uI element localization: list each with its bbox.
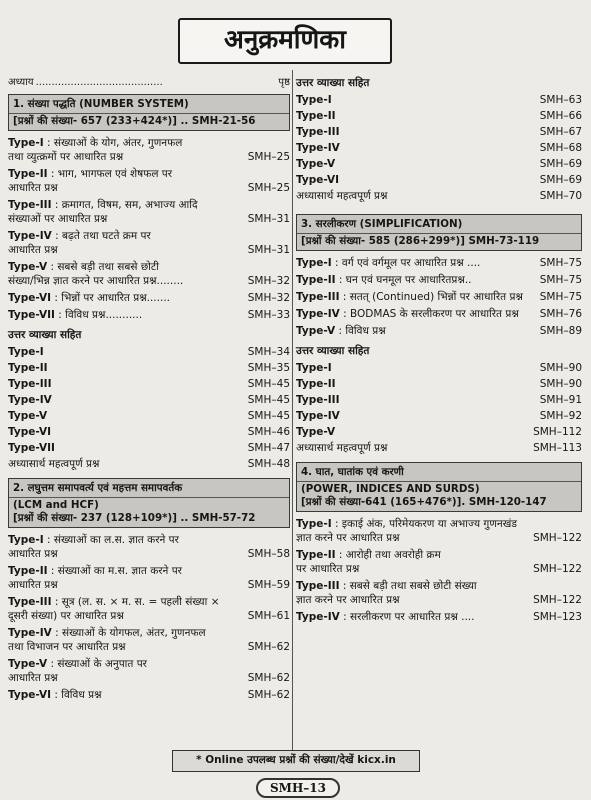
page-ref: SMH–122 <box>533 594 582 606</box>
answer-row <box>296 376 582 392</box>
page-ref: SMH–61 <box>247 610 290 622</box>
important-questions-label: अध्यासार्थ महत्वपूर्ण प्रश्न <box>296 190 388 202</box>
page-title: अनुक्रमणिका <box>178 18 392 64</box>
topic-type: Type-I <box>296 518 332 530</box>
topic-type: Type-I <box>296 257 332 269</box>
topic-line <box>8 308 290 322</box>
topic-type: Type-IV <box>296 308 340 320</box>
topic-line <box>8 595 290 609</box>
topic-text: : घन एवं घनमूल पर आधारितप्रश्न.. <box>335 274 472 286</box>
topic-type: Type-II <box>296 274 336 286</box>
answer-type: Type-II <box>296 110 336 122</box>
topic-item <box>8 688 290 702</box>
topic-line <box>8 640 290 654</box>
answer-row <box>8 408 290 424</box>
topic-line <box>8 626 290 640</box>
answer-type: Type-III <box>296 394 340 406</box>
answer-type: Type-IV <box>296 142 340 154</box>
topic-type: Type-IV <box>8 627 52 639</box>
page-ref: SMH–62 <box>247 689 290 701</box>
page-ref: SMH–25 <box>247 182 290 194</box>
answer-type: Type-VII <box>8 442 55 454</box>
page-ref: SMH–91 <box>539 394 582 406</box>
page-ref: SMH–62 <box>247 641 290 653</box>
topic-text: : विविध प्रश्न <box>335 325 386 337</box>
section-question-count: [प्रश्नों की संख्या- 657 (233+424*)] .. SMH-21-56 <box>13 115 256 127</box>
topic-text: तथा विभाजन पर आधारित प्रश्न <box>8 641 126 653</box>
topic-type: Type-IV <box>8 230 52 242</box>
answer-row <box>296 424 582 440</box>
topic-line <box>8 260 290 274</box>
topic-text: ज्ञात करने पर आधारित प्रश्न <box>296 532 400 544</box>
topic-text: दूसरी संख्या) पर आधारित प्रश्न <box>8 610 124 622</box>
topic-line <box>296 517 582 531</box>
topic-item <box>8 657 290 685</box>
page-ref: SMH–31 <box>247 244 290 256</box>
answer-row <box>296 392 582 408</box>
section-1-topics <box>8 136 290 325</box>
topic-text: : सतत् (Continued) भिन्नों पर आधारित प्रश्न <box>339 291 523 303</box>
answer-row <box>296 92 582 108</box>
topic-line <box>8 291 290 305</box>
topic-line <box>296 610 582 624</box>
topic-type: Type-II <box>296 549 336 561</box>
topic-line <box>8 274 290 288</box>
divider <box>9 113 289 114</box>
topic-text: : सरलीकरण पर आधारित प्रश्न .... <box>339 611 475 623</box>
topic-text: : इकाई अंक, परिमेयकरण या अभाज्य गुणनखंड <box>331 518 517 530</box>
left-column <box>8 74 290 705</box>
topic-line <box>296 324 582 338</box>
topic-text: : क्रमागत, विषम, सम, अभाज्य आदि <box>51 199 198 211</box>
page-ref: SMH–113 <box>533 442 582 454</box>
topic-type: Type-V <box>8 261 48 273</box>
answer-row <box>296 360 582 376</box>
section-subtitle: (LCM and HCF) <box>13 499 99 511</box>
spacer <box>8 702 290 705</box>
page-ref: SMH–90 <box>539 362 582 374</box>
topic-item <box>8 626 290 654</box>
topic-item <box>296 579 582 607</box>
important-questions-label: अध्यासार्थ महत्वपूर्ण प्रश्न <box>8 458 100 470</box>
page-ref: SMH–32 <box>247 275 290 287</box>
topic-line <box>8 657 290 671</box>
topic-item <box>8 198 290 226</box>
topic-text: ज्ञात करने पर आधारित प्रश्न <box>296 594 400 606</box>
topic-text <box>296 324 386 338</box>
page-number: SMH–13 <box>256 778 340 798</box>
page-ref: SMH–68 <box>539 142 582 154</box>
page-ref: SMH–31 <box>247 213 290 225</box>
page-ref: SMH–75 <box>539 274 582 286</box>
topic-item <box>296 256 582 270</box>
section-title: 1. संख्या पद्धति (NUMBER SYSTEM) <box>13 98 189 110</box>
answer-row <box>296 408 582 424</box>
section-2-topics <box>8 533 290 705</box>
topic-type: Type-VII <box>8 309 55 321</box>
topic-text: : संख्याओं का ल.स. ज्ञात करने पर <box>43 534 179 546</box>
topic-text: : सबसे बड़ी तथा सबसे छोटी <box>47 261 159 273</box>
answer-row <box>296 140 582 156</box>
topic-item <box>296 273 582 287</box>
topic-line <box>296 256 582 270</box>
topic-text: : सूत्र (ल. स. × म. स. = पहली संख्या × <box>51 596 220 608</box>
topic-item <box>296 307 582 321</box>
topic-line <box>8 578 290 592</box>
answer-type: Type-I <box>296 94 332 106</box>
topic-line <box>8 243 290 257</box>
topic-line <box>296 593 582 607</box>
topic-text <box>8 291 170 305</box>
page-ref: SMH–122 <box>533 532 582 544</box>
topic-item <box>8 229 290 257</box>
topic-line <box>8 181 290 195</box>
topic-text: : संख्याओं का म.स. ज्ञात करने पर <box>47 565 182 577</box>
topic-line <box>296 290 582 304</box>
spacer <box>8 322 290 325</box>
page-ref: SMH–32 <box>247 292 290 304</box>
answer-row <box>296 172 582 188</box>
page-ref: SMH–62 <box>247 672 290 684</box>
page-ref: SMH–123 <box>533 611 582 623</box>
header-chapter: अध्याय <box>8 77 34 88</box>
page-ref: SMH–35 <box>247 362 290 374</box>
divider <box>9 497 289 498</box>
divider <box>297 233 581 234</box>
topic-type: Type-II <box>8 168 48 180</box>
section-subtitle: (POWER, INDICES AND SURDS) <box>301 483 480 495</box>
topic-text: संख्या/भिन्न ज्ञात करने पर आधारित प्रश्न........ <box>8 275 184 287</box>
section-question-count: [प्रश्नों की संख्या- 237 (128+109*)] .. SMH-57-72 <box>13 512 256 524</box>
page-ref: SMH–34 <box>247 346 290 358</box>
topic-item <box>8 308 290 322</box>
answer-row <box>8 360 290 376</box>
topic-text <box>8 308 142 322</box>
page-ref: SMH–69 <box>539 174 582 186</box>
topic-item <box>296 290 582 304</box>
page-ref: SMH–47 <box>247 442 290 454</box>
page-ref: SMH–45 <box>247 378 290 390</box>
topic-text: : विविध प्रश्न........... <box>54 309 143 321</box>
section-title: 4. घात, घातांक एवं करणी <box>301 466 404 478</box>
topic-line <box>8 533 290 547</box>
topic-type: Type-I <box>8 137 44 149</box>
section-2-header <box>8 478 290 528</box>
answer-type: Type-III <box>296 126 340 138</box>
answer-type: Type-V <box>296 158 336 170</box>
topic-text: : विविध प्रश्न <box>51 689 102 701</box>
topic-type: Type-V <box>296 325 336 337</box>
section-4-topics <box>296 517 582 627</box>
topic-line <box>8 212 290 226</box>
spacer <box>296 624 582 627</box>
topic-line <box>8 167 290 181</box>
topic-line <box>296 548 582 562</box>
answer-row <box>8 392 290 408</box>
topic-line <box>8 671 290 685</box>
topic-text: : बढ़ते तथा घटते क्रम पर <box>51 230 151 242</box>
topic-item <box>8 260 290 288</box>
topic-type: Type-I <box>8 534 44 546</box>
right-column <box>296 74 582 627</box>
topic-type: Type-III <box>296 291 340 303</box>
section-question-count: [प्रश्नों की संख्या- 585 (286+299*)] SMH-73-119 <box>301 235 540 247</box>
section-2-answers <box>296 92 582 188</box>
page-ref: SMH–48 <box>247 458 290 470</box>
answer-type: Type-I <box>296 362 332 374</box>
page-ref: SMH–45 <box>247 410 290 422</box>
page-ref: SMH–45 <box>247 394 290 406</box>
answer-type: Type-V <box>8 410 48 422</box>
topic-text: आधारित प्रश्न <box>8 244 58 256</box>
answer-type: Type-II <box>296 378 336 390</box>
topic-line <box>8 229 290 243</box>
section-title: 3. सरलीकरण (SIMPLIFICATION) <box>301 218 463 230</box>
page-ref: SMH–25 <box>247 151 290 163</box>
topic-text: : आरोही तथा अवरोही क्रम <box>335 549 441 561</box>
answer-row <box>296 124 582 140</box>
answer-type: Type-VI <box>8 426 52 438</box>
topic-item <box>8 533 290 561</box>
topic-type: Type-II <box>8 565 48 577</box>
topic-line <box>296 531 582 545</box>
topic-text: : वर्ग एवं वर्गमूल पर आधारित प्रश्न .... <box>331 257 481 269</box>
page-ref: SMH–70 <box>539 190 582 202</box>
answer-subheading: उत्तर व्याख्या सहित <box>296 345 370 357</box>
page-ref: SMH–59 <box>247 579 290 591</box>
topic-type: Type-III <box>296 580 340 592</box>
page-ref: SMH–33 <box>247 309 290 321</box>
page-ref: SMH–58 <box>247 548 290 560</box>
answer-type: Type-III <box>8 378 52 390</box>
topic-type: Type-V <box>8 658 48 670</box>
topic-item <box>8 595 290 623</box>
page-ref: SMH–112 <box>533 426 582 438</box>
list-item <box>296 440 582 456</box>
topic-line <box>8 547 290 561</box>
section-3-answers <box>296 360 582 440</box>
answer-type: Type-I <box>8 346 44 358</box>
topic-item <box>8 167 290 195</box>
section-3-topics <box>296 256 582 341</box>
answer-row <box>8 440 290 456</box>
column-divider <box>292 70 293 756</box>
topic-text: : BODMAS के सरलीकरण पर आधारित प्रश्न <box>339 308 519 320</box>
answer-subheading: उत्तर व्याख्या सहित <box>296 77 370 89</box>
topic-text <box>296 610 474 624</box>
topic-type: Type-VI <box>8 689 52 701</box>
index-header <box>8 74 290 92</box>
topic-text: संख्याओं पर आधारित प्रश्न <box>8 213 108 225</box>
topic-text: : संख्याओं के योग, अंतर, गुणनफल <box>43 137 183 149</box>
topic-line <box>8 198 290 212</box>
answer-type: Type-IV <box>8 394 52 406</box>
spacer <box>296 338 582 341</box>
topic-text: : संख्याओं के अनुपात पर <box>47 658 147 670</box>
section-1-header <box>8 94 290 131</box>
topic-line <box>8 136 290 150</box>
important-questions-label: अध्यासार्थ महत्वपूर्ण प्रश्न <box>296 442 388 454</box>
topic-text: : संख्याओं के योगफल, अंतर, गुणनफल <box>51 627 206 639</box>
answer-row <box>8 376 290 392</box>
topic-item <box>296 517 582 545</box>
topic-type: Type-III <box>8 199 52 211</box>
page-ref: SMH–92 <box>539 410 582 422</box>
section-4-header <box>296 462 582 512</box>
page-ref: SMH–67 <box>539 126 582 138</box>
answer-row <box>8 424 290 440</box>
topic-type: Type-III <box>8 596 52 608</box>
topic-text: पर आधारित प्रश्न <box>296 563 360 575</box>
page-ref: SMH–46 <box>247 426 290 438</box>
topic-text: आधारित प्रश्न <box>8 182 58 194</box>
topic-item <box>8 291 290 305</box>
header-dots: ........................................ <box>35 77 163 88</box>
page-ref: SMH–75 <box>539 257 582 269</box>
answer-row <box>296 108 582 124</box>
topic-text: : भाग, भागफल एवं शेषफल पर <box>47 168 173 180</box>
list-item <box>296 188 582 204</box>
page-ref: SMH–75 <box>539 291 582 303</box>
list-item <box>8 456 290 472</box>
topic-line <box>296 562 582 576</box>
answer-type: Type-VI <box>296 174 340 186</box>
topic-type: Type-VI <box>8 292 52 304</box>
divider <box>297 481 581 482</box>
page-ref: SMH–66 <box>539 110 582 122</box>
topic-text <box>296 307 519 321</box>
topic-line <box>296 273 582 287</box>
section-question-count: [प्रश्नों की संख्या-641 (165+476*)]. SMH-120-147 <box>301 496 547 508</box>
topic-text: आधारित प्रश्न <box>8 548 58 560</box>
page-ref: SMH–69 <box>539 158 582 170</box>
topic-text: : सबसे बड़ी तथा सबसे छोटी संख्या <box>339 580 477 592</box>
page-ref: SMH–122 <box>533 563 582 575</box>
topic-item <box>8 136 290 164</box>
answer-type: Type-II <box>8 362 48 374</box>
section-title: 2. लघुत्तम समापवर्त्य एवं महत्तम समापवर्तक <box>13 482 183 494</box>
topic-line <box>8 688 290 702</box>
header-page: पृष्ठ <box>278 77 290 88</box>
topic-text: आधारित प्रश्न <box>8 579 58 591</box>
topic-line <box>296 579 582 593</box>
answer-type: Type-IV <box>296 410 340 422</box>
topic-type: Type-IV <box>296 611 340 623</box>
page-ref: SMH–76 <box>539 308 582 320</box>
topic-line <box>296 307 582 321</box>
topic-text: तथा व्युत्क्रमों पर आधारित प्रश्न <box>8 151 124 163</box>
answer-row <box>296 156 582 172</box>
section-1-answers <box>8 344 290 456</box>
topic-text <box>296 256 480 270</box>
topic-item <box>296 610 582 624</box>
topic-item <box>296 548 582 576</box>
topic-line <box>8 564 290 578</box>
page-ref: SMH–63 <box>539 94 582 106</box>
topic-line <box>8 150 290 164</box>
topic-text: : भिन्नों पर आधारित प्रश्न....... <box>51 292 170 304</box>
section-3-header <box>296 214 582 251</box>
page-ref: SMH–90 <box>539 378 582 390</box>
topic-item <box>296 324 582 338</box>
topic-text <box>296 273 472 287</box>
topic-text <box>8 688 102 702</box>
answer-subheading: उत्तर व्याख्या सहित <box>8 329 82 341</box>
topic-item <box>8 564 290 592</box>
page-ref: SMH–89 <box>539 325 582 337</box>
answer-row <box>8 344 290 360</box>
topic-line <box>8 609 290 623</box>
online-note: * Online उपलब्ध प्रश्नों की संख्या/देखें kicx.in <box>172 750 420 772</box>
topic-text <box>296 290 523 304</box>
topic-text: आधारित प्रश्न <box>8 672 58 684</box>
answer-type: Type-V <box>296 426 336 438</box>
